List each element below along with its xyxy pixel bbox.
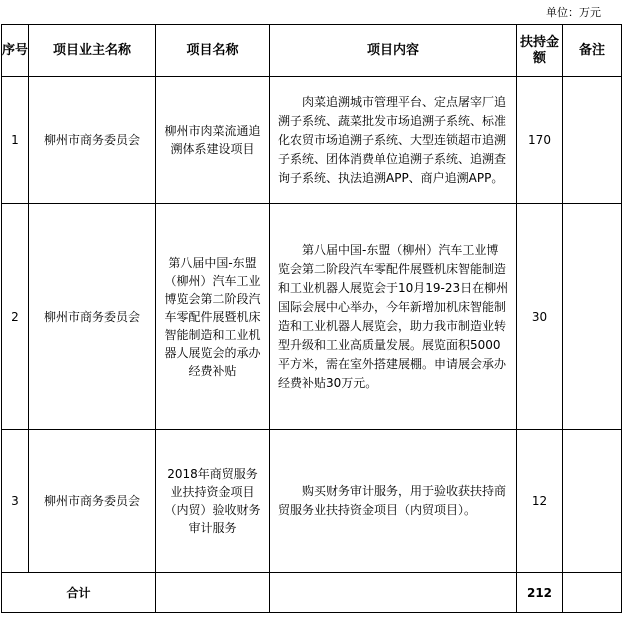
- row-remark: [563, 204, 622, 430]
- header-remark: 备注: [563, 25, 622, 77]
- total-label: 合计: [2, 573, 156, 613]
- total-empty-content: [270, 573, 517, 613]
- project-table: [1, 24, 622, 613]
- row-remark: [563, 77, 622, 204]
- row-project-name: 第八届中国-东盟（柳州）汽车工业博览会第二阶段汽车零配件展暨机床智能制造和工业机器人展览会的承办经费补贴: [156, 204, 270, 430]
- row-seq: 1: [2, 77, 29, 204]
- total-amount: 212: [517, 573, 563, 613]
- table-row: [2, 430, 622, 573]
- row-content-cell: [270, 77, 517, 204]
- header-content: 项目内容: [270, 25, 517, 77]
- row-seq: 3: [2, 430, 29, 573]
- row-owner: 柳州市商务委员会: [29, 77, 156, 204]
- header-owner: 项目业主名称: [29, 25, 156, 77]
- header-row: [2, 25, 622, 77]
- row-project-name: 柳州市肉菜流通追溯体系建设项目: [156, 77, 270, 204]
- row-owner: 柳州市商务委员会: [29, 204, 156, 430]
- header-seq: 序号: [2, 25, 29, 77]
- row-content-cell: [270, 204, 517, 430]
- row-content: 第八届中国-东盟（柳州）汽车工业博览会第二阶段汽车零配件展暨机床智能制造和工业机器人展览会于10月19-23日在柳州国际会展中心举办，今年新增加机床智能制造和工业机器人展览会，助力我市制造业转型升级和工业高质量发展。展览面积5000平方米，需在室外搭建展棚。申请展会承办经费补贴30万元。: [278, 242, 509, 390]
- header-name: 项目名称: [156, 25, 270, 77]
- row-project-name: 2018年商贸服务业扶持资金项目（内贸）验收财务审计服务: [156, 430, 270, 573]
- unit-label: 单位：万元: [546, 6, 601, 19]
- row-remark: [563, 430, 622, 573]
- total-row: [2, 573, 622, 613]
- row-seq: 2: [2, 204, 29, 430]
- row-amount: 12: [517, 430, 563, 573]
- row-amount: 170: [517, 77, 563, 204]
- row-amount: 30: [517, 204, 563, 430]
- total-empty-remark: [563, 573, 622, 613]
- table-row: [2, 204, 622, 430]
- row-content-cell: [270, 430, 517, 573]
- row-content: 肉菜追溯城市管理平台、定点屠宰厂追溯子系统、蔬菜批发市场追溯子系统、标准化农贸市场追溯子系统、大型连锁超市追溯子系统、团体消费单位追溯子系统、追溯查询子系统、执法追溯APP、商户追溯APP。: [278, 94, 507, 185]
- row-owner: 柳州市商务委员会: [29, 430, 156, 573]
- total-empty-name: [156, 573, 270, 613]
- header-amount: 扶持金额: [517, 25, 563, 77]
- row-content: 购买财务审计服务，用于验收获扶持商贸服务业扶持资金项目（内贸项目）。: [278, 484, 507, 517]
- table-row: [2, 77, 622, 204]
